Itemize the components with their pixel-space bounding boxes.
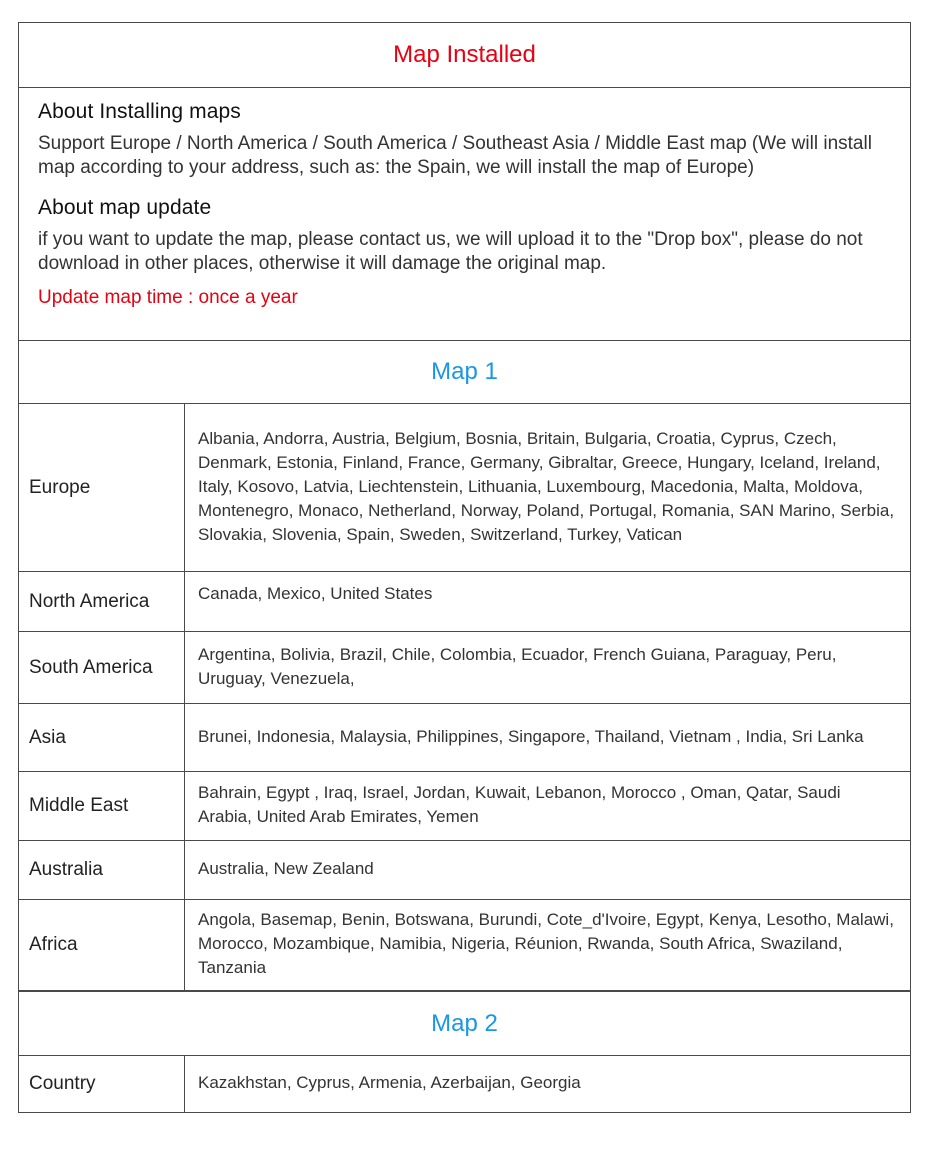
page-title: Map Installed	[393, 41, 536, 68]
table-row	[19, 841, 910, 900]
map1-heading-row	[19, 341, 910, 404]
region-middle-east: Middle East	[19, 772, 185, 840]
region-asia: Asia	[19, 704, 185, 771]
countries-south-america: Argentina, Bolivia, Brazil, Chile, Colombia, Ecuador, French Guiana, Paraguay, Peru, Uruguay, Venezuela,	[198, 644, 837, 688]
title-row	[19, 23, 910, 88]
region-australia: Australia	[19, 841, 185, 899]
region-south-america: South America	[19, 632, 185, 703]
region-europe: Europe	[19, 404, 185, 571]
countries-australia: Australia, New Zealand	[198, 859, 374, 878]
update-text: if you want to update the map, please contact us, we will upload it to the "Drop box", please do not download in other places, otherwise it will damage the original map.	[38, 229, 863, 274]
countries-asia: Brunei, Indonesia, Malaysia, Philippines, Singapore, Thailand, Vietnam , India, Sri Lanka	[198, 726, 864, 746]
installing-block	[38, 100, 891, 180]
update-heading: About map update	[38, 196, 212, 219]
map2-heading: Map 2	[431, 1009, 498, 1037]
table-row	[19, 1056, 910, 1112]
countries-north-america: Canada, Mexico, United States	[198, 584, 433, 603]
map2-heading-row	[19, 991, 910, 1056]
table-row	[19, 772, 910, 841]
table-row	[19, 900, 910, 991]
countries-middle-east: Bahrain, Egypt , Iraq, Israel, Jordan, Kuwait, Lebanon, Morocco , Oman, Qatar, Saudi Arabia, United Arab Emirates, Yemen	[198, 783, 841, 826]
countries-map2: Kazakhstan, Cyprus, Armenia, Azerbaijan, Georgia	[198, 1073, 581, 1092]
region-north-america: North America	[19, 572, 185, 631]
countries-africa: Angola, Basemap, Benin, Botswana, Burundi, Cote_d'Ivoire, Egypt, Kenya, Lesotho, Malawi, Morocco, Mozambique, Namibia, Nigeria, Réunion, Rwanda, South Africa, Swaziland, Tanzania	[198, 910, 894, 977]
installing-heading: About Installing maps	[38, 100, 241, 123]
map1-heading: Map 1	[431, 358, 498, 385]
region-country: Country	[19, 1056, 185, 1112]
countries-europe: Albania, Andorra, Austria, Belgium, Bosnia, Britain, Bulgaria, Croatia, Cyprus, Czech, Denmark, Estonia, Finland, France, Germany, Gibraltar, Greece, Hungary, Iceland, Ireland, Italy, Kosovo, Latvia, Liechtenstein, Lithuania, Luxembourg, Macedonia, Malta, Moldova, Montenegro, Monaco, Netherland, Norway, Poland, Portugal, Romania, SAN Marino, Serbia, Slovakia, Slovenia, Spain, Sweden, Switzerland, Turkey, Vatican	[198, 428, 895, 544]
map-installed-table	[18, 22, 911, 1113]
table-row	[19, 404, 910, 572]
table-row	[19, 572, 910, 632]
info-section	[19, 88, 910, 341]
update-time-note: Update map time : once a year	[38, 287, 298, 308]
update-block	[38, 196, 891, 310]
region-africa: Africa	[19, 900, 185, 990]
table-row	[19, 632, 910, 704]
table-row	[19, 704, 910, 772]
installing-text: Support Europe / North America / South America / Southeast Asia / Middle East map (We will install map according to your address, such as: the Spain, we will install the map of Europe)	[38, 133, 872, 178]
